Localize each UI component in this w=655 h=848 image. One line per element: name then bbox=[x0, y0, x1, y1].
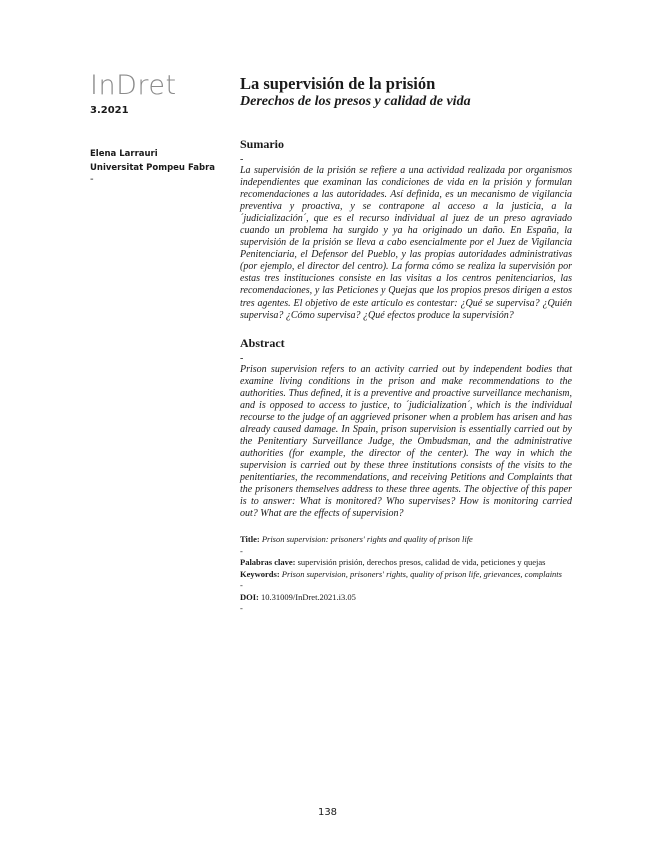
author-block bbox=[90, 148, 215, 185]
palabras-clave bbox=[240, 557, 572, 569]
palabras-label: Palabras clave: bbox=[240, 557, 296, 568]
doi-label: DOI: bbox=[240, 591, 259, 602]
article-title: La supervisión de la prisión bbox=[240, 74, 436, 93]
author-separator: - bbox=[90, 174, 94, 185]
author-name: Elena Larrauri bbox=[90, 149, 158, 159]
keywords bbox=[240, 569, 572, 581]
doi-value: 10.31009/InDret.2021.i3.05 bbox=[261, 591, 356, 602]
meta-separator: - bbox=[240, 580, 243, 591]
sumario-text: La supervisión de la prisión se refiere a una actividad realizada por organismos independientes que examinan las condiciones de vida en la prisión y formulan recomendaciones a las autoridades. Así definida, es un mecanismo de vigilancia preventiva y proactiva, y se contrapone al acceso a la justicia, a la ´judicialización´, que es el recurso individual al juez de un preso agraviado cuando un problema ha surgido y ya ha originado un daño. En España, la supervisión de la prisión se lleva a cabo esencialmente por el Juez de Vigilancia Penitenciaria, el Defensor del Pueblo, y las propias autoridades administrativas (por ejemplo, el director del centro). La forma cómo se realiza la supervisión por estas tres instituciones consiste en las visitas a los centros penitenciarios, las recomendaciones, y las Peticiones y Quejas que los propios presos dirigen a estos tres agentes. El objetivo de este artículo es contestar: ¿Qué se supervisa? ¿Quién supervisa? ¿Cómo supervisa? ¿Qué efectos produce la supervisión? bbox=[240, 165, 572, 321]
keywords-label: Keywords: bbox=[240, 568, 280, 579]
abstract-separator: - bbox=[240, 352, 244, 364]
sumario-separator: - bbox=[240, 154, 244, 165]
title-label: Title: bbox=[240, 534, 260, 545]
english-title bbox=[240, 534, 572, 546]
author-affiliation: Universitat Pompeu Fabra bbox=[90, 162, 216, 173]
issue-number: 3.2021 bbox=[90, 105, 129, 116]
meta-separator: - bbox=[240, 603, 243, 614]
palabras-value: supervisión prisión, derechos presos, calidad de vida, peticiones y quejas bbox=[297, 557, 546, 568]
article-main bbox=[240, 74, 572, 615]
doi bbox=[240, 592, 572, 604]
journal-logo: InDret bbox=[90, 70, 177, 101]
sumario-heading: Sumario bbox=[240, 137, 285, 151]
title-value: Prison supervision: prisoners' rights and quality of prison life bbox=[261, 534, 473, 545]
meta-separator: - bbox=[240, 545, 243, 556]
abstract-text: Prison supervision refers to an activity carried out by independent bodies that examine living conditions in the prison and make recommendations to the authorities. Thus defined, it is a preventive and proactive surveillance mechanism, and is opposed to access to justice, to ´judicialization´, which is the individual recourse to the judge of an aggrieved prisoner when a problem has arisen and has already caused damage. In Spain, prison supervision is essentially carried out by the Penitentiary Surveillance Judge, the Ombudsman, and the administrative authorities (for example, the director of the center). The way in which the supervision is carried out by these three institutions consists of the visits to the penitentiaries, the recommendations, and receiving Petitions and Complaints that the prisoners themselves address to these three agents. The objective of this paper is to answer: What is monitored? Who supervises? How is monitoring carried out? What are the effects of supervision? bbox=[240, 363, 572, 520]
abstract-heading: Abstract bbox=[240, 335, 285, 350]
keywords-value: Prison supervision, prisoners' rights, quality of prison life, grievances, complaints bbox=[281, 568, 562, 579]
page-number: 138 bbox=[317, 807, 338, 818]
article-subtitle: Derechos de los presos y calidad de vida bbox=[240, 94, 471, 109]
